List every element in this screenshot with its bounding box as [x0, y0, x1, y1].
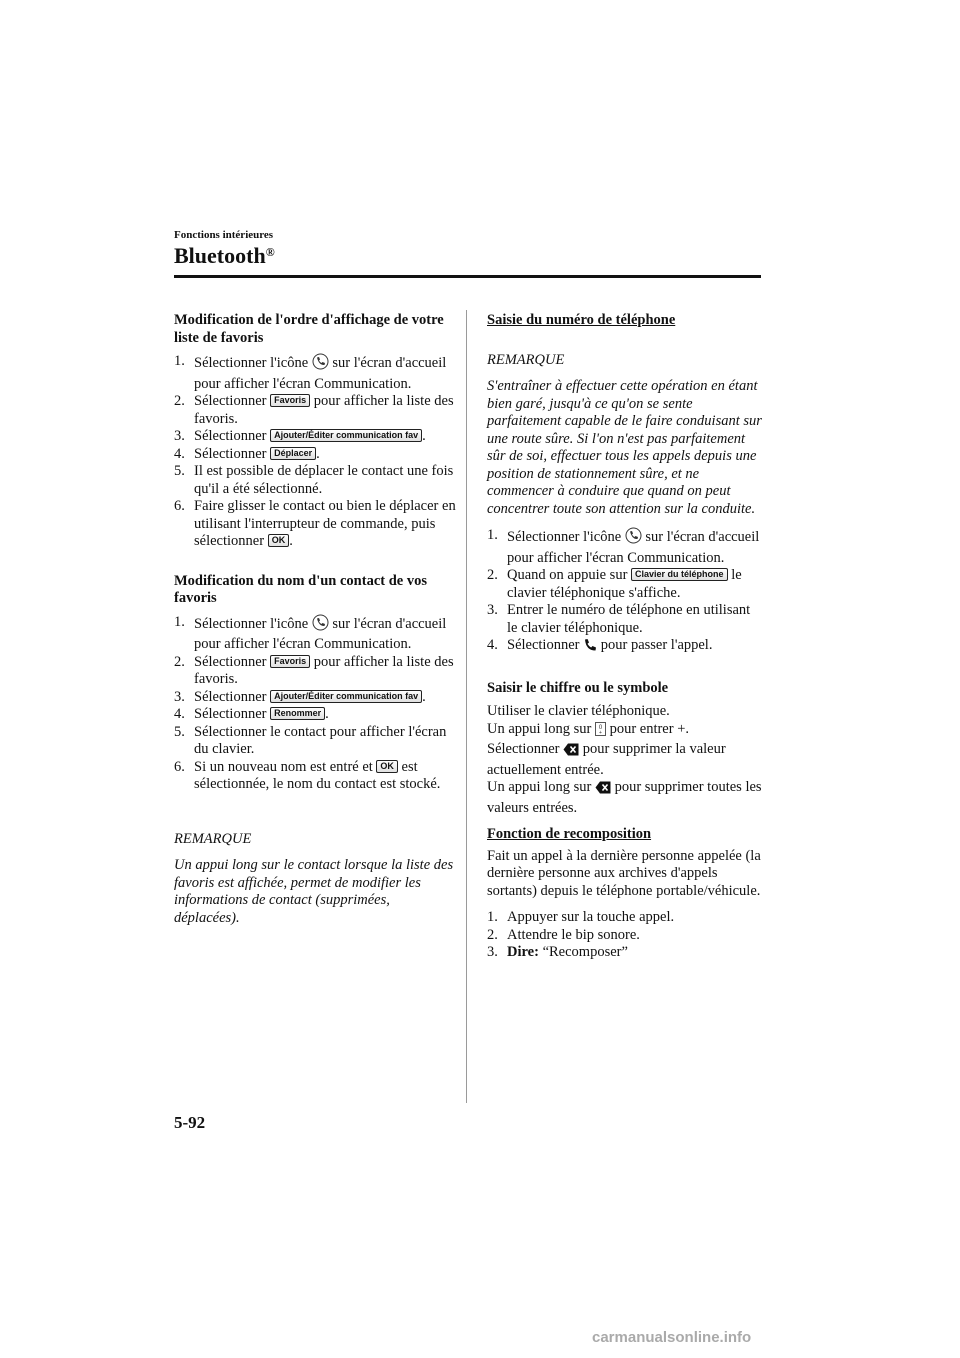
step-number: 4. [487, 637, 498, 653]
step-text: “Recomposer” [538, 944, 628, 960]
step-text: Sélectionner le contact pour afficher l'écran du clavier. [194, 723, 447, 757]
list-item [174, 759, 458, 794]
list-item [487, 927, 763, 945]
step-text: Sélectionner l'icône [194, 355, 312, 371]
note-title: REMARQUE [487, 351, 565, 368]
list-item [174, 614, 458, 654]
steps-rename-favorite [174, 614, 458, 794]
note-title: REMARQUE [174, 830, 252, 847]
list-item [174, 689, 458, 707]
step-text: Faire glisser le contact ou bien le déplacer en utilisant l'interrupteur de commande, puis sélectionner [194, 498, 456, 549]
step-text: Sélectionner [194, 653, 271, 670]
backspace-icon[interactable] [595, 781, 611, 800]
list-item [174, 706, 458, 724]
ok-button[interactable]: OK [268, 534, 290, 547]
paragraph [487, 741, 763, 779]
step-text: . [422, 688, 426, 705]
chapter-title [174, 243, 275, 269]
column-divider [466, 310, 467, 1103]
phone-icon [312, 353, 329, 376]
text: Un appui long sur [487, 720, 595, 737]
step-text: Sélectionner [194, 688, 271, 705]
section-heading-dial-number: Saisie du numéro de téléphone [487, 312, 676, 328]
voice-command-label: Dire: [507, 944, 539, 960]
ok-button[interactable]: OK [376, 760, 398, 773]
note-body: Un appui long sur le contact lorsque la liste des favoris est affichée, permet de modifier les informations de contact (supprimées, déplacées). [174, 857, 454, 926]
svg-text:+: + [598, 729, 602, 736]
list-item [174, 654, 458, 689]
list-item [174, 463, 458, 498]
step-number: 1. [487, 909, 498, 925]
step-text: est sélectionnée, le nom du contact est stocké. [194, 758, 441, 792]
list-item [174, 446, 458, 464]
step-text: . [289, 533, 293, 549]
list-item [487, 602, 763, 637]
section-heading-redial: Fonction de recomposition [487, 826, 652, 842]
step-text: Sélectionner l'icône [194, 615, 312, 632]
steps-redial [487, 909, 763, 962]
step-text: Si un nouveau nom est entré et [194, 758, 377, 775]
step-text: Attendre le bip sonore. [507, 926, 640, 943]
list-item [487, 637, 763, 658]
step-text: Appuyer sur la touche appel. [507, 909, 675, 925]
step-text: Il est possible de déplacer le contact une fois qu'il a été sélectionné. [194, 463, 454, 497]
section-heading-reorder-favorites: Modification de l'ordre d'affichage de votre liste de favoris [174, 312, 444, 346]
text: pour supprimer la valeur actuellement entrée. [487, 741, 726, 778]
step-text: . [422, 428, 426, 444]
text: pour supprimer toutes les valeurs entrées. [487, 779, 762, 816]
step-text: le clavier téléphonique s'affiche. [507, 567, 742, 601]
step-text: pour afficher la liste des favoris. [194, 653, 454, 687]
list-item [174, 353, 458, 393]
section-label: Fonctions intérieures [174, 229, 274, 241]
zero-key-icon[interactable] [595, 722, 606, 742]
backspace-icon[interactable] [563, 743, 579, 762]
step-text: pour passer l'appel. [597, 637, 713, 653]
section-heading-rename-favorite: Modification du nom d'un contact de vos favoris [174, 572, 427, 606]
step-text: sur l'écran d'accueil pour afficher l'écran Communication. [194, 615, 447, 652]
call-handset-icon[interactable] [583, 638, 597, 658]
steps-reorder-favorites [174, 353, 458, 551]
text: pour entrer +. [605, 720, 690, 737]
phone-icon [312, 614, 329, 637]
paragraph: Utiliser le clavier téléphonique. [487, 703, 670, 719]
list-item [174, 498, 458, 551]
step-text: Sélectionner l'icône [507, 529, 625, 545]
move-button[interactable]: Déplacer [270, 447, 316, 460]
favoris-button[interactable]: Favoris [270, 655, 310, 668]
header-rule [174, 275, 761, 278]
paragraph [487, 779, 763, 817]
add-edit-favorite-button[interactable]: Ajouter/Éditer communication fav [270, 429, 422, 442]
step-number: 1. [174, 353, 185, 369]
step-text: Sélectionner [194, 706, 271, 722]
phone-keypad-button[interactable]: Clavier du téléphone [631, 568, 728, 581]
step-text: Sélectionner [194, 393, 271, 409]
list-item [174, 428, 458, 446]
paragraph [487, 721, 763, 742]
rename-button[interactable]: Renommer [270, 707, 325, 720]
note-body: S'entraîner à effectuer cette opération en étant bien garé, jusqu'à ce qu'on se sente parfaitement capable de le faire conduisant sur une route sûre. Si l'on n'est pas parfaitement sûr de soi, effectuer tous les appels depuis une position de stationnement sûre, et ne commencer à conduire que quand on peut concentrer toute son attention sur la conduite. [487, 378, 762, 517]
step-number: 4. [174, 445, 185, 462]
step-text: Entrer le numéro de téléphone en utilisant le clavier téléphonique. [507, 602, 751, 636]
step-number: 5. [174, 723, 185, 740]
step-number: 3. [487, 944, 498, 960]
favoris-button[interactable]: Favoris [270, 394, 310, 407]
step-text: . [325, 706, 329, 722]
step-number: 2. [174, 653, 185, 670]
svg-text:0: 0 [598, 724, 603, 731]
text: Sélectionner [487, 741, 564, 757]
step-text: sur l'écran d'accueil pour afficher l'écran Communication. [507, 529, 760, 566]
list-item [487, 944, 763, 962]
step-text: Sélectionner [194, 445, 271, 462]
step-number: 1. [487, 527, 498, 543]
step-text: sur l'écran d'accueil pour afficher l'écran Communication. [194, 355, 447, 392]
step-number: 3. [174, 688, 185, 705]
step-text: . [316, 445, 320, 462]
add-edit-favorite-button[interactable]: Ajouter/Éditer communication fav [270, 690, 422, 703]
list-item [487, 527, 763, 567]
step-number: 3. [487, 602, 498, 618]
section-heading-digits-symbols: Saisir le chiffre ou le symbole [487, 679, 669, 696]
steps-dial-number [487, 527, 763, 658]
step-text: Quand on appuie sur [507, 567, 632, 583]
list-item [174, 724, 458, 759]
right-column [487, 312, 763, 962]
step-number: 1. [174, 613, 185, 630]
step-number: 6. [174, 498, 185, 514]
step-number: 6. [174, 758, 185, 775]
list-item [174, 393, 458, 428]
paragraph: Fait un appel à la dernière personne appelée (la dernière personne aux archives d'appels sortants) depuis le téléphone portable/véhicule. [487, 847, 761, 899]
step-number: 5. [174, 463, 185, 479]
step-text: Sélectionner [194, 428, 271, 444]
text: Un appui long sur [487, 779, 595, 795]
chapter-title-text: Bluetooth [174, 243, 266, 268]
phone-icon [625, 527, 642, 550]
list-item [487, 567, 763, 602]
registered-mark: ® [265, 245, 275, 259]
left-column [174, 312, 458, 927]
step-number: 2. [487, 567, 498, 583]
watermark: carmanualsonline.info [592, 1329, 752, 1346]
list-item [487, 909, 763, 927]
page-number: 5-92 [174, 1113, 206, 1132]
step-number: 2. [174, 393, 185, 409]
step-number: 4. [174, 706, 185, 722]
step-number: 3. [174, 428, 185, 444]
step-text: pour afficher la liste des favoris. [194, 393, 454, 427]
step-text: Sélectionner [507, 637, 584, 653]
step-number: 2. [487, 926, 498, 943]
